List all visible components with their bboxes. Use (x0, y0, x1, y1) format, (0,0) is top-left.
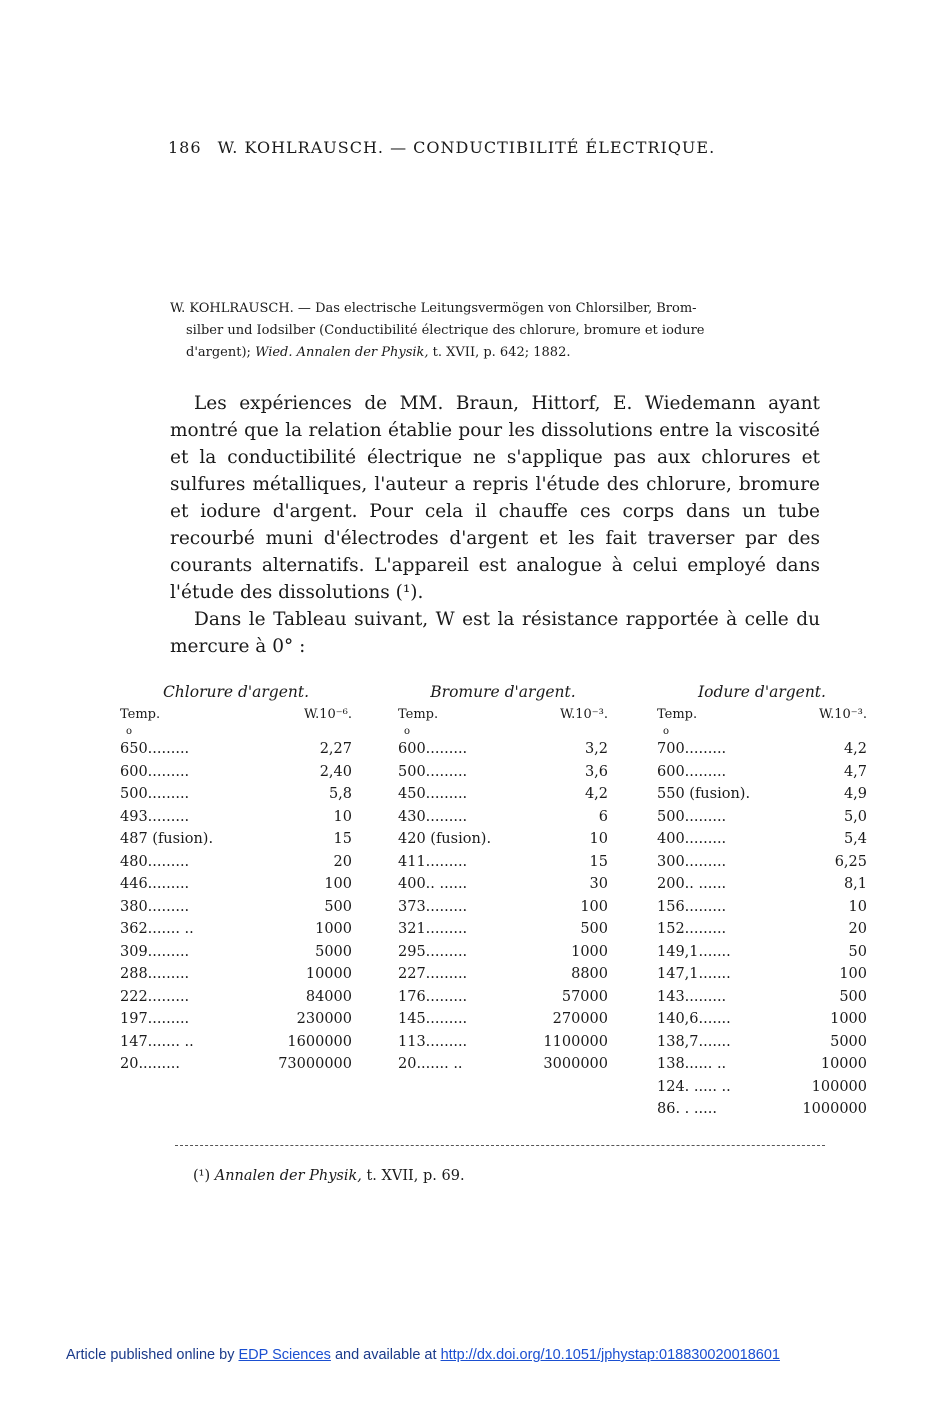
temperature-cell: 200.. ...... (657, 876, 727, 892)
temperature-cell: 138...... .. (657, 1056, 727, 1072)
table-row (657, 986, 867, 1009)
table-row (657, 851, 867, 874)
table-row (120, 896, 352, 919)
table-row (120, 828, 352, 851)
resistance-cell: 4,7 (843, 763, 867, 780)
resistance-cell: 1000 (571, 943, 608, 960)
temperature-cell: 124. ..... .. (657, 1078, 731, 1095)
temperature-cell: 140,6....... (657, 1011, 731, 1027)
resistance-cell: 3000000 (543, 1056, 608, 1072)
resistance-cell: 100 (839, 966, 867, 982)
temperature-cell: 600......... (120, 763, 190, 780)
publication-notice (66, 1347, 780, 1363)
reference-line-3 (170, 342, 818, 364)
temperature-cell: 321......... (398, 921, 468, 937)
temperature-cell: 493......... (120, 808, 190, 825)
degree-mark: o (126, 726, 133, 737)
temperature-cell: 20....... .. (398, 1056, 463, 1072)
temperature-cell: 86. . ..... (657, 1101, 717, 1117)
resistance-cell: 6 (598, 808, 608, 825)
resistance-cell: 84000 (305, 988, 352, 1005)
table-chlorure (120, 680, 352, 1076)
temperature-cell: 420 (fusion). (398, 831, 492, 847)
temperature-cell: 176......... (398, 988, 468, 1005)
table-row (120, 918, 352, 941)
resistance-cell: 3,6 (584, 763, 608, 780)
resistance-cell: 5000 (830, 1033, 867, 1050)
temperature-cell: 309......... (120, 943, 190, 960)
temperature-cell: 147,1....... (657, 966, 731, 982)
temperature-cell: 143......... (657, 988, 727, 1005)
resistance-cell: 500 (324, 898, 352, 915)
temperature-cell: 149,1....... (657, 943, 731, 960)
resistance-cell: 500 (839, 988, 867, 1005)
table-row (657, 1076, 867, 1099)
temperature-cell: 362....... .. (120, 921, 194, 937)
table-row (398, 873, 608, 896)
resistance-cell: 4,9 (843, 786, 867, 802)
degree-mark: o (404, 726, 411, 737)
table-row (657, 828, 867, 851)
temperature-cell: 480......... (120, 853, 190, 870)
table-row (657, 1008, 867, 1031)
resistance-cell: 6,25 (834, 853, 867, 870)
table-row (657, 738, 867, 761)
footnote (193, 1168, 465, 1184)
reference-journal: Wied. Annalen der Physik, (255, 345, 429, 360)
resistance-cell: 2,40 (319, 763, 352, 780)
table-header (120, 704, 352, 726)
table-row (657, 896, 867, 919)
table-row (398, 896, 608, 919)
temperature-cell: 500......... (657, 808, 727, 825)
reference-line-3-post: t. XVII, p. 642; 1882. (428, 345, 571, 360)
notice-text-2: and available at (330, 1347, 441, 1363)
resistance-cell: 20 (333, 853, 352, 870)
table-row (120, 1008, 352, 1031)
w-header: W.10⁻⁶. (304, 707, 352, 722)
table-row (398, 738, 608, 761)
resistance-cell: 100 (324, 876, 352, 892)
temperature-cell: 400.. ...... (398, 876, 468, 892)
temperature-cell: 500......... (120, 786, 190, 802)
footnote-rest: t. XVII, p. 69. (361, 1168, 465, 1184)
resistance-cell: 4,2 (584, 786, 608, 802)
temperature-cell: 20......... (120, 1056, 180, 1072)
table-row (120, 963, 352, 986)
resistance-cell: 1600000 (287, 1033, 352, 1050)
running-header (168, 138, 715, 157)
degree-mark: o (663, 726, 670, 737)
table-row (120, 986, 352, 1009)
table-row (120, 783, 352, 806)
temperature-cell: 446......... (120, 876, 190, 892)
table-row (657, 806, 867, 829)
resistance-cell: 1000 (830, 1011, 867, 1027)
temperature-cell: 138,7....... (657, 1033, 731, 1050)
table-row (657, 783, 867, 806)
resistance-cell: 100 (580, 898, 608, 915)
table-row (120, 851, 352, 874)
resistance-cell: 2,27 (319, 741, 352, 757)
table-row (398, 918, 608, 941)
temperature-cell: 650......... (120, 741, 190, 757)
temperature-cell: 400......... (657, 831, 727, 847)
temperature-cell: 430......... (398, 808, 468, 825)
table-row (657, 1098, 867, 1121)
resistance-cell: 15 (589, 853, 608, 870)
table-row (120, 738, 352, 761)
footnote-mark: (¹) (193, 1168, 215, 1184)
footnote-separator (175, 1145, 825, 1146)
table-row (657, 941, 867, 964)
temperature-cell: 152......... (657, 921, 727, 937)
doi-link[interactable]: http://dx.doi.org/10.1051/jphystap:018830020018601 (440, 1347, 780, 1363)
paragraph-2: Dans le Tableau suivant, W est la résistance rapportée à celle du mercure à 0° : (170, 609, 820, 657)
notice-text-1: Article published online by (66, 1347, 239, 1363)
temperature-cell: 700......... (657, 741, 727, 757)
temp-header: Temp. (120, 707, 161, 722)
table-row (657, 873, 867, 896)
header-title: W. KOHLRAUSCH. — CONDUCTIBILITÉ ÉLECTRIQUE. (217, 138, 716, 157)
table-row (398, 986, 608, 1009)
table-row (120, 1031, 352, 1054)
resistance-cell: 3,2 (584, 741, 608, 757)
resistance-cell: 230000 (296, 1011, 352, 1027)
resistance-cell: 10000 (305, 966, 352, 982)
table-iodure (657, 680, 867, 1121)
resistance-cell: 8,1 (843, 876, 867, 892)
paragraph-1: Les expériences de MM. Braun, Hittorf, E. Wiedemann ayant montré que la relation établie pour les dissolutions entre la viscosité et la conductibilité électrique ne s'applique pas aux chlorures et sulfures métalliques, l'auteur a repris l'étude des chlorure, bromure et iodure d'argent. Pour cela il chauffe ces corps dans un tube recourbé muni d'électrodes d'argent et les fait traverser par des courants alternatifs. L'appareil est analogue à celui employé dans l'étude des dissolutions (¹). (170, 393, 820, 603)
reference-line-2: silber und Iodsilber (Conductibilité électrique des chlorure, bromure et iodure (186, 323, 705, 338)
table-row (120, 761, 352, 784)
table-header (657, 704, 867, 726)
bibliographic-reference (170, 298, 818, 364)
table-row (398, 806, 608, 829)
table-row (120, 1053, 352, 1076)
temperature-cell: 156......... (657, 898, 727, 915)
resistance-cell: 20 (848, 921, 867, 937)
temperature-cell: 373......... (398, 898, 468, 915)
resistance-cell: 4,2 (843, 741, 867, 757)
temperature-cell: 145......... (398, 1011, 468, 1027)
table-bromure (398, 680, 608, 1076)
temperature-cell: 500......... (398, 763, 468, 780)
table-header (398, 704, 608, 726)
table-row (120, 873, 352, 896)
table-title: Bromure d'argent. (430, 683, 576, 701)
resistance-cell: 5,8 (328, 786, 352, 802)
table-row (657, 1053, 867, 1076)
resistance-cell: 15 (333, 831, 352, 847)
page-number: 186 (168, 138, 202, 157)
resistance-cell: 10000 (820, 1056, 867, 1072)
table-title: Iodure d'argent. (698, 683, 826, 701)
table-title: Chlorure d'argent. (162, 683, 310, 701)
table-row (398, 851, 608, 874)
resistance-cell: 100000 (811, 1078, 867, 1095)
temperature-cell: 487 (fusion). (120, 831, 214, 847)
temperature-cell: 550 (fusion). (657, 786, 751, 802)
resistance-cell: 5000 (315, 943, 352, 960)
temp-header: Temp. (398, 707, 439, 722)
table-row (657, 761, 867, 784)
w-header: W.10⁻³. (819, 707, 867, 722)
footnote-journal: Annalen der Physik, (214, 1168, 362, 1184)
table-row (398, 1031, 608, 1054)
temperature-cell: 222......... (120, 988, 190, 1005)
table-row (657, 918, 867, 941)
table-row (398, 783, 608, 806)
resistance-cell: 1000000 (802, 1101, 867, 1117)
table-row (120, 806, 352, 829)
table-row (120, 941, 352, 964)
resistance-cell: 10 (333, 808, 352, 825)
resistance-cell: 1100000 (543, 1033, 608, 1050)
table-row (657, 963, 867, 986)
temperature-cell: 300......... (657, 853, 727, 870)
temperature-cell: 450......... (398, 786, 468, 802)
reference-line-1: W. KOHLRAUSCH. — Das electrische Leitungsvermögen von Chlorsilber, Brom- (170, 301, 697, 316)
temperature-cell: 113......... (398, 1033, 468, 1050)
table-row (657, 1031, 867, 1054)
table-row (398, 963, 608, 986)
temperature-cell: 295......... (398, 943, 468, 960)
temp-header: Temp. (657, 707, 698, 722)
resistance-cell: 5,4 (843, 831, 867, 847)
table-row (398, 761, 608, 784)
temperature-cell: 288......... (120, 966, 190, 982)
temperature-cell: 411......... (398, 853, 468, 870)
resistance-cell: 8800 (571, 966, 608, 982)
resistance-cell: 50 (848, 943, 867, 960)
temperature-cell: 227......... (398, 966, 468, 982)
resistance-cell: 73000000 (278, 1056, 352, 1072)
resistance-cell: 10 (589, 831, 608, 847)
temperature-cell: 600......... (657, 763, 727, 780)
temperature-cell: 197......... (120, 1011, 190, 1027)
resistance-cell: 270000 (552, 1011, 608, 1027)
resistance-cell: 57000 (561, 988, 608, 1005)
w-header: W.10⁻³. (560, 707, 608, 722)
temperature-cell: 600......... (398, 741, 468, 757)
temperature-cell: 380......... (120, 898, 190, 915)
resistance-cell: 10 (848, 898, 867, 915)
resistance-cell: 5,0 (843, 808, 867, 825)
table-row (398, 1008, 608, 1031)
table-row (398, 941, 608, 964)
temperature-cell: 147....... .. (120, 1033, 194, 1050)
resistance-cell: 500 (580, 921, 608, 937)
edp-sciences-link[interactable]: EDP Sciences (238, 1347, 331, 1363)
reference-line-3-pre: d'argent); (186, 345, 256, 360)
table-row (398, 828, 608, 851)
table-row (398, 1053, 608, 1076)
resistance-cell: 1000 (315, 921, 352, 937)
resistance-cell: 30 (589, 876, 608, 892)
body-text (170, 390, 820, 660)
